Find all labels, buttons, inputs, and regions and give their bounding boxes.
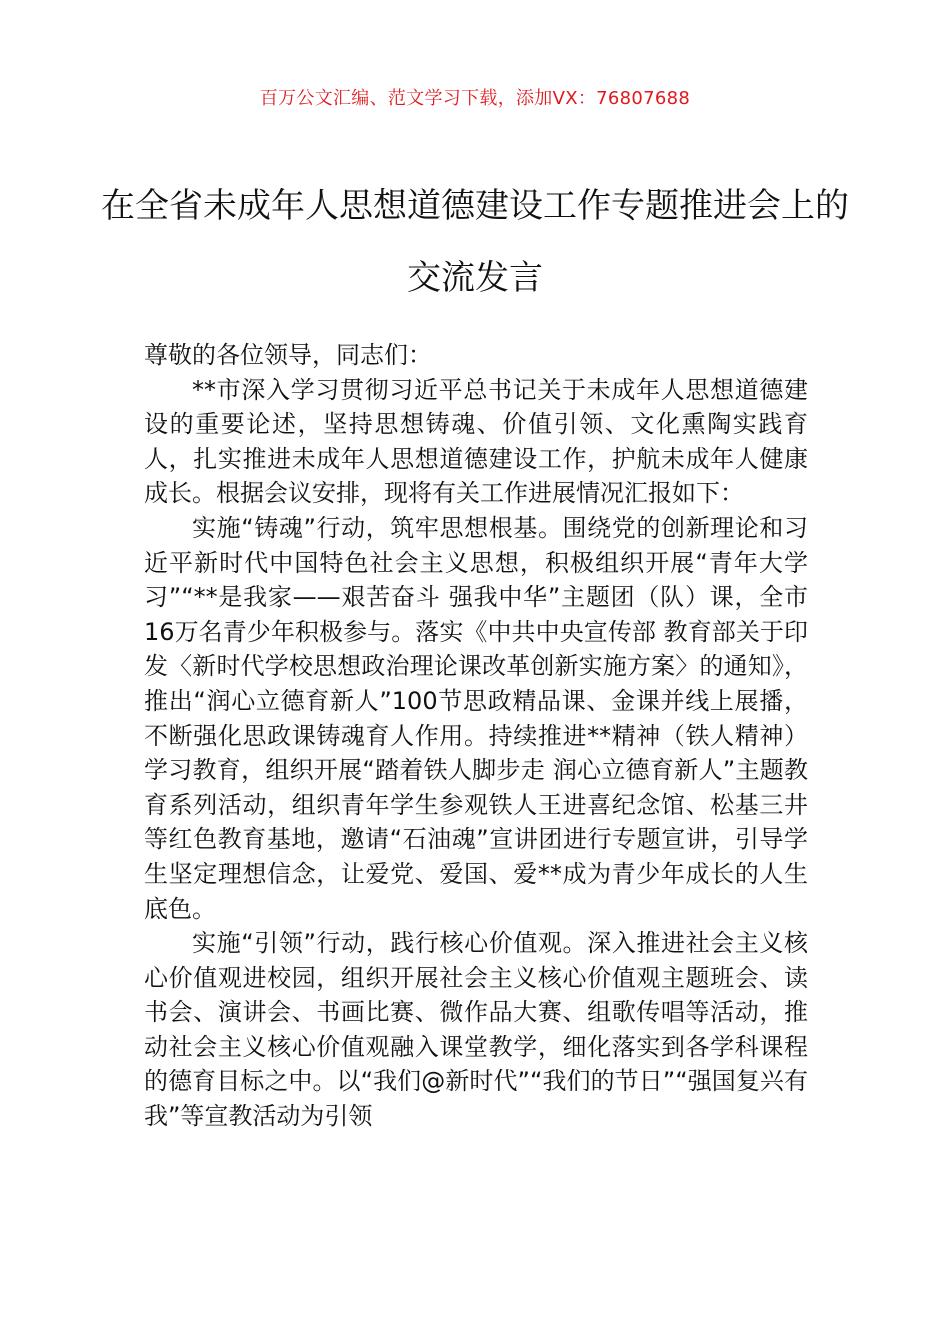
paragraph-soul-casting: 实施“铸魂”行动，筑牢思想根基。围绕党的创新理论和习近平新时代中国特色社会主义思想，积极组织开展“青年大学习”“**是我家——艰苦奋斗 强我中华”主题团（队）课，全市16万名青少年积极参与。落实《中共中央宣传部 教育部关于印发〈新时代学校思想政治理论课改革创新实施方案〉的通知》，推出“润心立德育新人”100节思政精品课、金课并线上展播，不断强化思政课铸魂育人作用。持续推进**精神（铁人精神）学习教育，组织开展“踏着铁人脚步走 润心立德育新人”主题教育系列活动，组织青年学生参观铁人王进喜纪念馆、松基三井等红色教育基地，邀请“石油魂”宣讲团进行专题宣讲，引导学生坚定理想信念，让爱党、爱国、爱**成为青少年成长的人生底色。: [144, 513, 808, 923]
header-watermark-note: 百万公文汇编、范文学习下载，添加VX：76807688: [259, 88, 691, 109]
document-body: [144, 338, 808, 1134]
document-title: 在全省未成年人思想道德建设工作专题推进会上的交流发言: [101, 186, 849, 298]
salutation: 尊敬的各位领导，同志们：: [144, 341, 432, 369]
paragraph-intro: **市深入学习贯彻习近平总书记关于未成年人思想道德建设的重要论述，坚持思想铸魂、价值引领、文化熏陶实践育人，扎实推进未成年人思想道德建设工作，护航未成年人健康成长。根据会议安排，现将有关工作进展情况汇报如下：: [144, 375, 808, 508]
paragraph-value-guidance: 实施“引领”行动，践行核心价值观。深入推进社会主义核心价值观进校园，组织开展社会主义核心价值观主题班会、读书会、演讲会、书画比赛、微作品大赛、组歌传唱等活动，推动社会主义核心价值观融入课堂教学，细化落实到各学科课程的德育目标之中。以“我们@新时代”“我们的节日”“强国复兴有我”等宣教活动为引领: [144, 929, 808, 1131]
